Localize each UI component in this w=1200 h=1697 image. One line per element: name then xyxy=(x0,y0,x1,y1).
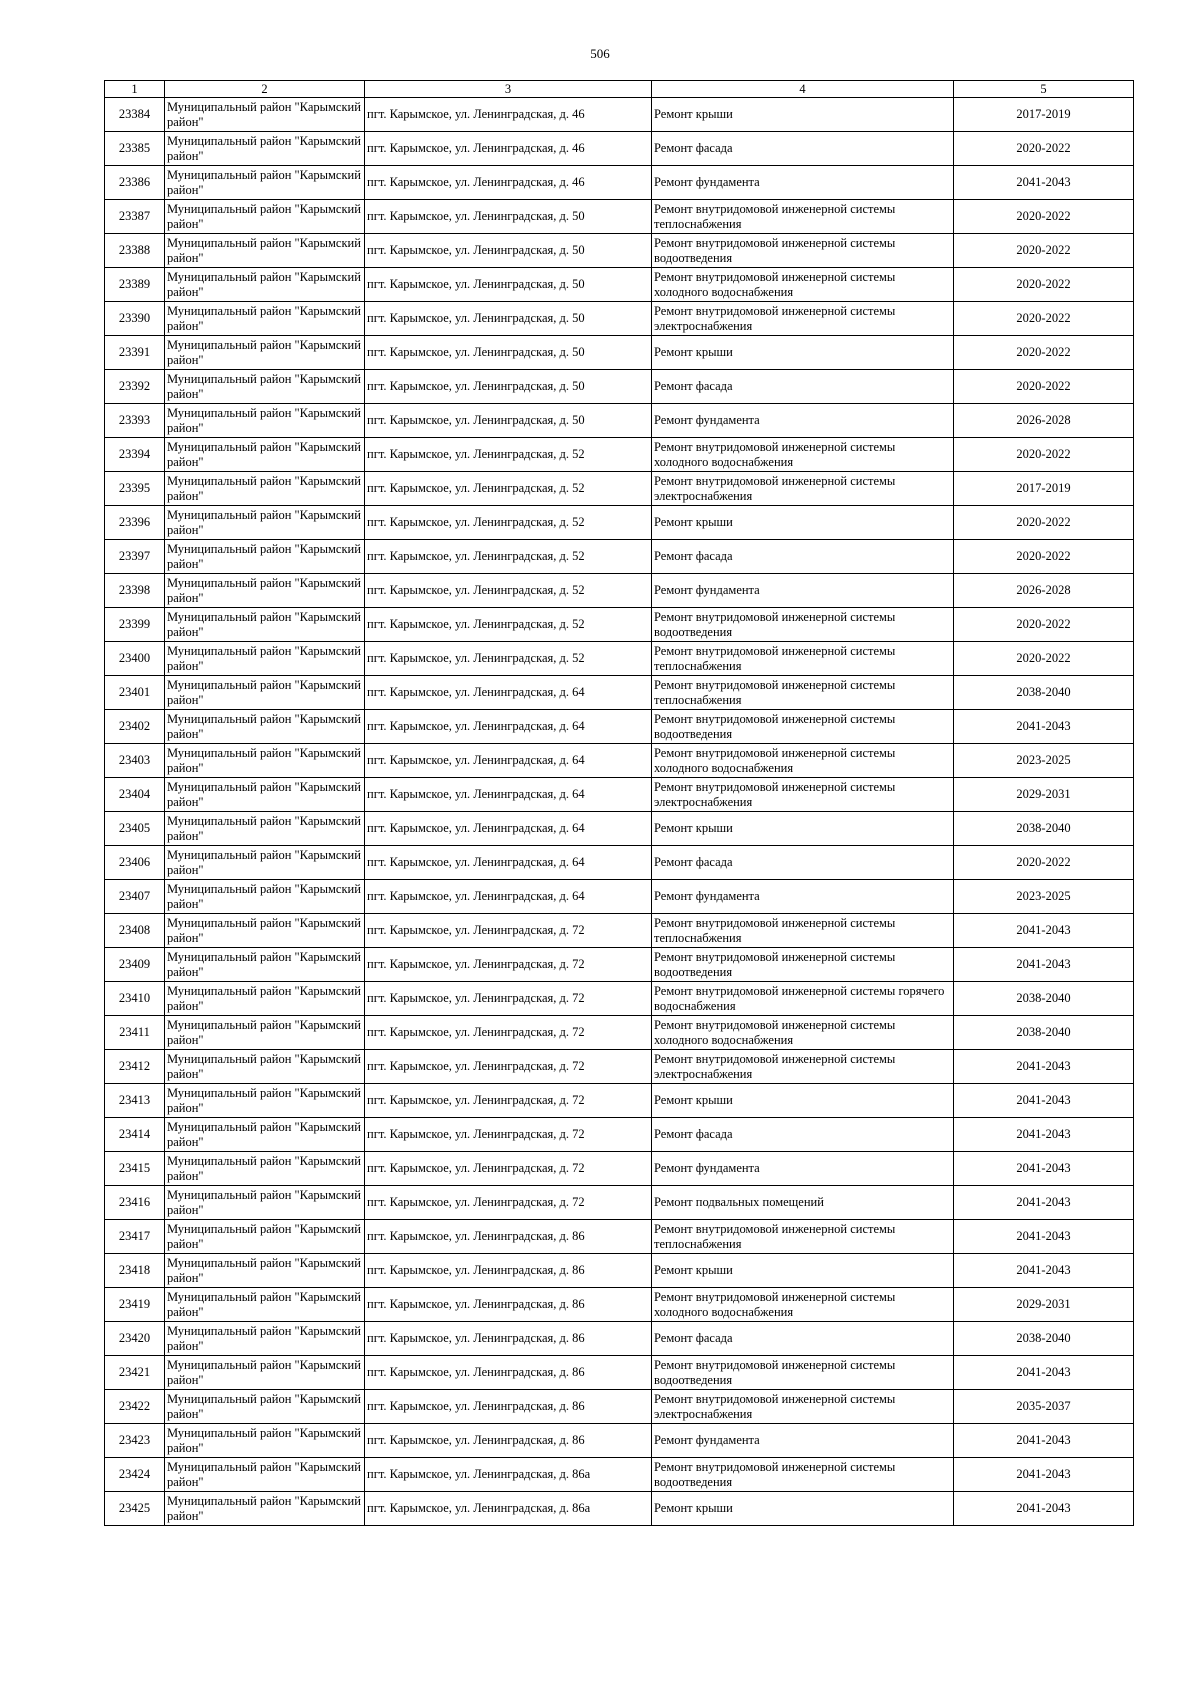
municipality-cell: Муниципальный район "Карымский район" xyxy=(165,1288,365,1322)
municipality-cell: Муниципальный район "Карымский район" xyxy=(165,1050,365,1084)
row-number-cell: 23424 xyxy=(105,1458,165,1492)
row-number-cell: 23421 xyxy=(105,1356,165,1390)
work-type-cell: Ремонт крыши xyxy=(652,1084,954,1118)
municipality-cell: Муниципальный район "Карымский район" xyxy=(165,1254,365,1288)
work-type-cell: Ремонт внутридомовой инженерной системы водоотведения xyxy=(652,948,954,982)
row-number-cell: 23422 xyxy=(105,1390,165,1424)
row-number-cell: 23417 xyxy=(105,1220,165,1254)
table-row xyxy=(105,1152,1134,1186)
row-number-cell: 23387 xyxy=(105,200,165,234)
table-row xyxy=(105,778,1134,812)
work-type-cell: Ремонт внутридомовой инженерной системы теплоснабжения xyxy=(652,914,954,948)
address-cell: пгт. Карымское, ул. Ленинградская, д. 72 xyxy=(365,1118,652,1152)
table-row xyxy=(105,642,1134,676)
address-cell: пгт. Карымское, ул. Ленинградская, д. 52 xyxy=(365,540,652,574)
row-number-cell: 23390 xyxy=(105,302,165,336)
period-cell: 2020-2022 xyxy=(954,438,1134,472)
period-cell: 2017-2019 xyxy=(954,472,1134,506)
row-number-cell: 23384 xyxy=(105,98,165,132)
period-cell: 2020-2022 xyxy=(954,642,1134,676)
column-header-5: 5 xyxy=(954,81,1134,98)
page-number: 506 xyxy=(590,46,610,61)
municipality-cell: Муниципальный район "Карымский район" xyxy=(165,472,365,506)
work-type-cell: Ремонт фундамента xyxy=(652,880,954,914)
row-number-cell: 23415 xyxy=(105,1152,165,1186)
municipality-cell: Муниципальный район "Карымский район" xyxy=(165,982,365,1016)
table-row xyxy=(105,472,1134,506)
period-cell: 2041-2043 xyxy=(954,1084,1134,1118)
row-number-cell: 23400 xyxy=(105,642,165,676)
period-cell: 2041-2043 xyxy=(954,1492,1134,1526)
work-type-cell: Ремонт крыши xyxy=(652,812,954,846)
work-type-cell: Ремонт фундамента xyxy=(652,574,954,608)
work-type-cell: Ремонт фасада xyxy=(652,1118,954,1152)
work-type-cell: Ремонт фасада xyxy=(652,540,954,574)
work-type-cell: Ремонт внутридомовой инженерной системы теплоснабжения xyxy=(652,676,954,710)
table-row xyxy=(105,1050,1134,1084)
row-number-cell: 23388 xyxy=(105,234,165,268)
work-type-cell: Ремонт внутридомовой инженерной системы холодного водоснабжения xyxy=(652,268,954,302)
period-cell: 2020-2022 xyxy=(954,268,1134,302)
period-cell: 2041-2043 xyxy=(954,1458,1134,1492)
period-cell: 2029-2031 xyxy=(954,778,1134,812)
address-cell: пгт. Карымское, ул. Ленинградская, д. 72 xyxy=(365,1186,652,1220)
table-row xyxy=(105,1186,1134,1220)
period-cell: 2038-2040 xyxy=(954,1322,1134,1356)
work-type-cell: Ремонт крыши xyxy=(652,506,954,540)
municipality-cell: Муниципальный район "Карымский район" xyxy=(165,1492,365,1526)
row-number-cell: 23407 xyxy=(105,880,165,914)
row-number-cell: 23411 xyxy=(105,1016,165,1050)
work-type-cell: Ремонт крыши xyxy=(652,1254,954,1288)
address-cell: пгт. Карымское, ул. Ленинградская, д. 72 xyxy=(365,1152,652,1186)
work-type-cell: Ремонт внутридомовой инженерной системы водоотведения xyxy=(652,710,954,744)
table-row xyxy=(105,302,1134,336)
table-row xyxy=(105,438,1134,472)
address-cell: пгт. Карымское, ул. Ленинградская, д. 72 xyxy=(365,1084,652,1118)
municipality-cell: Муниципальный район "Карымский район" xyxy=(165,1016,365,1050)
municipality-cell: Муниципальный район "Карымский район" xyxy=(165,370,365,404)
period-cell: 2041-2043 xyxy=(954,1356,1134,1390)
work-type-cell: Ремонт внутридомовой инженерной системы холодного водоснабжения xyxy=(652,438,954,472)
work-type-cell: Ремонт внутридомовой инженерной системы электроснабжения xyxy=(652,1390,954,1424)
address-cell: пгт. Карымское, ул. Ленинградская, д. 72 xyxy=(365,982,652,1016)
municipality-cell: Муниципальный район "Карымский район" xyxy=(165,1356,365,1390)
table-row xyxy=(105,166,1134,200)
table-row xyxy=(105,676,1134,710)
municipality-cell: Муниципальный район "Карымский район" xyxy=(165,200,365,234)
row-number-cell: 23385 xyxy=(105,132,165,166)
address-cell: пгт. Карымское, ул. Ленинградская, д. 64 xyxy=(365,846,652,880)
table-row xyxy=(105,1390,1134,1424)
address-cell: пгт. Карымское, ул. Ленинградская, д. 50 xyxy=(365,200,652,234)
table-row xyxy=(105,404,1134,438)
period-cell: 2041-2043 xyxy=(954,914,1134,948)
address-cell: пгт. Карымское, ул. Ленинградская, д. 50 xyxy=(365,404,652,438)
period-cell: 2041-2043 xyxy=(954,1424,1134,1458)
table-row xyxy=(105,710,1134,744)
header-row xyxy=(105,81,1134,98)
period-cell: 2020-2022 xyxy=(954,540,1134,574)
address-cell: пгт. Карымское, ул. Ленинградская, д. 46 xyxy=(365,98,652,132)
row-number-cell: 23397 xyxy=(105,540,165,574)
address-cell: пгт. Карымское, ул. Ленинградская, д. 64 xyxy=(365,744,652,778)
table-row xyxy=(105,1220,1134,1254)
municipality-cell: Муниципальный район "Карымский район" xyxy=(165,914,365,948)
municipality-cell: Муниципальный район "Карымский район" xyxy=(165,1390,365,1424)
row-number-cell: 23402 xyxy=(105,710,165,744)
period-cell: 2026-2028 xyxy=(954,574,1134,608)
work-type-cell: Ремонт фасада xyxy=(652,370,954,404)
municipality-cell: Муниципальный район "Карымский район" xyxy=(165,268,365,302)
period-cell: 2038-2040 xyxy=(954,676,1134,710)
municipality-cell: Муниципальный район "Карымский район" xyxy=(165,710,365,744)
municipality-cell: Муниципальный район "Карымский район" xyxy=(165,880,365,914)
address-cell: пгт. Карымское, ул. Ленинградская, д. 86а xyxy=(365,1458,652,1492)
work-type-cell: Ремонт внутридомовой инженерной системы водоотведения xyxy=(652,234,954,268)
work-type-cell: Ремонт фундамента xyxy=(652,1424,954,1458)
table-row xyxy=(105,812,1134,846)
row-number-cell: 23396 xyxy=(105,506,165,540)
municipality-cell: Муниципальный район "Карымский район" xyxy=(165,404,365,438)
period-cell: 2041-2043 xyxy=(954,1220,1134,1254)
row-number-cell: 23412 xyxy=(105,1050,165,1084)
period-cell: 2026-2028 xyxy=(954,404,1134,438)
period-cell: 2020-2022 xyxy=(954,302,1134,336)
municipality-cell: Муниципальный район "Карымский район" xyxy=(165,98,365,132)
row-number-cell: 23408 xyxy=(105,914,165,948)
work-type-cell: Ремонт внутридомовой инженерной системы электроснабжения xyxy=(652,778,954,812)
table-row xyxy=(105,506,1134,540)
address-cell: пгт. Карымское, ул. Ленинградская, д. 52 xyxy=(365,472,652,506)
period-cell: 2041-2043 xyxy=(954,1118,1134,1152)
column-header-1: 1 xyxy=(105,81,165,98)
municipality-cell: Муниципальный район "Карымский район" xyxy=(165,846,365,880)
table-row xyxy=(105,608,1134,642)
table-body xyxy=(105,98,1134,1526)
row-number-cell: 23416 xyxy=(105,1186,165,1220)
row-number-cell: 23394 xyxy=(105,438,165,472)
municipality-cell: Муниципальный район "Карымский район" xyxy=(165,540,365,574)
period-cell: 2020-2022 xyxy=(954,608,1134,642)
period-cell: 2023-2025 xyxy=(954,880,1134,914)
address-cell: пгт. Карымское, ул. Ленинградская, д. 86 xyxy=(365,1254,652,1288)
table-row xyxy=(105,1322,1134,1356)
row-number-cell: 23404 xyxy=(105,778,165,812)
address-cell: пгт. Карымское, ул. Ленинградская, д. 50 xyxy=(365,370,652,404)
period-cell: 2041-2043 xyxy=(954,1254,1134,1288)
municipality-cell: Муниципальный район "Карымский район" xyxy=(165,778,365,812)
municipality-cell: Муниципальный район "Карымский район" xyxy=(165,744,365,778)
work-type-cell: Ремонт внутридомовой инженерной системы теплоснабжения xyxy=(652,1220,954,1254)
table-row xyxy=(105,268,1134,302)
municipality-cell: Муниципальный район "Карымский район" xyxy=(165,1118,365,1152)
table-row xyxy=(105,982,1134,1016)
row-number-cell: 23410 xyxy=(105,982,165,1016)
row-number-cell: 23386 xyxy=(105,166,165,200)
municipality-cell: Муниципальный район "Карымский район" xyxy=(165,438,365,472)
column-header-3: 3 xyxy=(365,81,652,98)
work-type-cell: Ремонт фасада xyxy=(652,132,954,166)
work-type-cell: Ремонт фундамента xyxy=(652,1152,954,1186)
period-cell: 2020-2022 xyxy=(954,370,1134,404)
table-row xyxy=(105,846,1134,880)
work-type-cell: Ремонт фундамента xyxy=(652,166,954,200)
row-number-cell: 23406 xyxy=(105,846,165,880)
row-number-cell: 23403 xyxy=(105,744,165,778)
municipality-cell: Муниципальный район "Карымский район" xyxy=(165,642,365,676)
row-number-cell: 23420 xyxy=(105,1322,165,1356)
work-type-cell: Ремонт внутридомовой инженерной системы водоотведения xyxy=(652,1458,954,1492)
work-type-cell: Ремонт фасада xyxy=(652,1322,954,1356)
work-type-cell: Ремонт крыши xyxy=(652,98,954,132)
work-type-cell: Ремонт внутридомовой инженерной системы теплоснабжения xyxy=(652,642,954,676)
table-row xyxy=(105,1458,1134,1492)
table-row xyxy=(105,1084,1134,1118)
table-row xyxy=(105,914,1134,948)
address-cell: пгт. Карымское, ул. Ленинградская, д. 72 xyxy=(365,1016,652,1050)
table-row xyxy=(105,1016,1134,1050)
work-type-cell: Ремонт фасада xyxy=(652,846,954,880)
period-cell: 2020-2022 xyxy=(954,132,1134,166)
period-cell: 2020-2022 xyxy=(954,336,1134,370)
period-cell: 2038-2040 xyxy=(954,982,1134,1016)
table-row xyxy=(105,1254,1134,1288)
period-cell: 2041-2043 xyxy=(954,948,1134,982)
address-cell: пгт. Карымское, ул. Ленинградская, д. 86 xyxy=(365,1356,652,1390)
municipality-cell: Муниципальный район "Карымский район" xyxy=(165,132,365,166)
municipality-cell: Муниципальный район "Карымский район" xyxy=(165,506,365,540)
column-header-4: 4 xyxy=(652,81,954,98)
table-row xyxy=(105,880,1134,914)
address-cell: пгт. Карымское, ул. Ленинградская, д. 50 xyxy=(365,268,652,302)
period-cell: 2041-2043 xyxy=(954,710,1134,744)
address-cell: пгт. Карымское, ул. Ленинградская, д. 52 xyxy=(365,506,652,540)
work-type-cell: Ремонт внутридомовой инженерной системы холодного водоснабжения xyxy=(652,744,954,778)
table-row xyxy=(105,1288,1134,1322)
row-number-cell: 23418 xyxy=(105,1254,165,1288)
row-number-cell: 23389 xyxy=(105,268,165,302)
address-cell: пгт. Карымское, ул. Ленинградская, д. 64 xyxy=(365,880,652,914)
table-row xyxy=(105,540,1134,574)
period-cell: 2038-2040 xyxy=(954,1016,1134,1050)
table-row xyxy=(105,234,1134,268)
municipality-cell: Муниципальный район "Карымский район" xyxy=(165,302,365,336)
address-cell: пгт. Карымское, ул. Ленинградская, д. 86а xyxy=(365,1492,652,1526)
row-number-cell: 23392 xyxy=(105,370,165,404)
municipality-cell: Муниципальный район "Карымский район" xyxy=(165,1322,365,1356)
row-number-cell: 23398 xyxy=(105,574,165,608)
table-row xyxy=(105,948,1134,982)
period-cell: 2023-2025 xyxy=(954,744,1134,778)
work-type-cell: Ремонт фундамента xyxy=(652,404,954,438)
address-cell: пгт. Карымское, ул. Ленинградская, д. 64 xyxy=(365,710,652,744)
table-row xyxy=(105,574,1134,608)
municipality-cell: Муниципальный район "Карымский район" xyxy=(165,1084,365,1118)
address-cell: пгт. Карымское, ул. Ленинградская, д. 50 xyxy=(365,336,652,370)
municipality-cell: Муниципальный район "Карымский район" xyxy=(165,1186,365,1220)
address-cell: пгт. Карымское, ул. Ленинградская, д. 52 xyxy=(365,608,652,642)
table-row xyxy=(105,1424,1134,1458)
period-cell: 2020-2022 xyxy=(954,506,1134,540)
address-cell: пгт. Карымское, ул. Ленинградская, д. 64 xyxy=(365,778,652,812)
period-cell: 2041-2043 xyxy=(954,166,1134,200)
row-number-cell: 23401 xyxy=(105,676,165,710)
row-number-cell: 23414 xyxy=(105,1118,165,1152)
table-row xyxy=(105,744,1134,778)
address-cell: пгт. Карымское, ул. Ленинградская, д. 86 xyxy=(365,1220,652,1254)
period-cell: 2041-2043 xyxy=(954,1186,1134,1220)
row-number-cell: 23423 xyxy=(105,1424,165,1458)
municipality-cell: Муниципальный район "Карымский район" xyxy=(165,336,365,370)
row-number-cell: 23399 xyxy=(105,608,165,642)
municipality-cell: Муниципальный район "Карымский район" xyxy=(165,574,365,608)
table-row xyxy=(105,1492,1134,1526)
period-cell: 2020-2022 xyxy=(954,234,1134,268)
work-type-cell: Ремонт внутридомовой инженерной системы холодного водоснабжения xyxy=(652,1016,954,1050)
municipality-cell: Муниципальный район "Карымский район" xyxy=(165,1152,365,1186)
municipality-cell: Муниципальный район "Карымский район" xyxy=(165,166,365,200)
address-cell: пгт. Карымское, ул. Ленинградская, д. 86 xyxy=(365,1424,652,1458)
period-cell: 2038-2040 xyxy=(954,812,1134,846)
work-type-cell: Ремонт внутридомовой инженерной системы электроснабжения xyxy=(652,302,954,336)
row-number-cell: 23405 xyxy=(105,812,165,846)
work-type-cell: Ремонт внутридомовой инженерной системы электроснабжения xyxy=(652,1050,954,1084)
work-type-cell: Ремонт крыши xyxy=(652,1492,954,1526)
row-number-cell: 23393 xyxy=(105,404,165,438)
address-cell: пгт. Карымское, ул. Ленинградская, д. 86 xyxy=(365,1288,652,1322)
table-row xyxy=(105,132,1134,166)
address-cell: пгт. Карымское, ул. Ленинградская, д. 64 xyxy=(365,676,652,710)
address-cell: пгт. Карымское, ул. Ленинградская, д. 72 xyxy=(365,914,652,948)
address-cell: пгт. Карымское, ул. Ленинградская, д. 86 xyxy=(365,1322,652,1356)
municipality-cell: Муниципальный район "Карымский район" xyxy=(165,676,365,710)
work-type-cell: Ремонт внутридомовой инженерной системы горячего водоснабжения xyxy=(652,982,954,1016)
address-cell: пгт. Карымское, ул. Ленинградская, д. 46 xyxy=(365,132,652,166)
period-cell: 2029-2031 xyxy=(954,1288,1134,1322)
table-row xyxy=(105,98,1134,132)
table-row xyxy=(105,200,1134,234)
period-cell: 2020-2022 xyxy=(954,200,1134,234)
address-cell: пгт. Карымское, ул. Ленинградская, д. 50 xyxy=(365,234,652,268)
table-row xyxy=(105,370,1134,404)
row-number-cell: 23409 xyxy=(105,948,165,982)
column-header-2: 2 xyxy=(165,81,365,98)
work-type-cell: Ремонт внутридомовой инженерной системы водоотведения xyxy=(652,1356,954,1390)
address-cell: пгт. Карымское, ул. Ленинградская, д. 52 xyxy=(365,574,652,608)
address-cell: пгт. Карымское, ул. Ленинградская, д. 86 xyxy=(365,1390,652,1424)
work-type-cell: Ремонт внутридомовой инженерной системы холодного водоснабжения xyxy=(652,1288,954,1322)
municipality-cell: Муниципальный район "Карымский район" xyxy=(165,1220,365,1254)
municipality-cell: Муниципальный район "Карымский район" xyxy=(165,812,365,846)
row-number-cell: 23395 xyxy=(105,472,165,506)
address-cell: пгт. Карымское, ул. Ленинградская, д. 52 xyxy=(365,438,652,472)
municipality-cell: Муниципальный район "Карымский район" xyxy=(165,234,365,268)
period-cell: 2020-2022 xyxy=(954,846,1134,880)
row-number-cell: 23425 xyxy=(105,1492,165,1526)
row-number-cell: 23419 xyxy=(105,1288,165,1322)
address-cell: пгт. Карымское, ул. Ленинградская, д. 72 xyxy=(365,948,652,982)
row-number-cell: 23391 xyxy=(105,336,165,370)
table-row xyxy=(105,336,1134,370)
address-cell: пгт. Карымское, ул. Ленинградская, д. 64 xyxy=(365,812,652,846)
period-cell: 2041-2043 xyxy=(954,1152,1134,1186)
work-type-cell: Ремонт внутридомовой инженерной системы водоотведения xyxy=(652,608,954,642)
municipality-cell: Муниципальный район "Карымский район" xyxy=(165,608,365,642)
address-cell: пгт. Карымское, ул. Ленинградская, д. 52 xyxy=(365,642,652,676)
period-cell: 2041-2043 xyxy=(954,1050,1134,1084)
table-row xyxy=(105,1118,1134,1152)
period-cell: 2017-2019 xyxy=(954,98,1134,132)
work-type-cell: Ремонт крыши xyxy=(652,336,954,370)
repair-schedule-table xyxy=(104,80,1134,1526)
table-row xyxy=(105,1356,1134,1390)
work-type-cell: Ремонт внутридомовой инженерной системы электроснабжения xyxy=(652,472,954,506)
work-type-cell: Ремонт внутридомовой инженерной системы теплоснабжения xyxy=(652,200,954,234)
municipality-cell: Муниципальный район "Карымский район" xyxy=(165,948,365,982)
municipality-cell: Муниципальный район "Карымский район" xyxy=(165,1424,365,1458)
address-cell: пгт. Карымское, ул. Ленинградская, д. 72 xyxy=(365,1050,652,1084)
municipality-cell: Муниципальный район "Карымский район" xyxy=(165,1458,365,1492)
row-number-cell: 23413 xyxy=(105,1084,165,1118)
period-cell: 2035-2037 xyxy=(954,1390,1134,1424)
work-type-cell: Ремонт подвальных помещений xyxy=(652,1186,954,1220)
address-cell: пгт. Карымское, ул. Ленинградская, д. 46 xyxy=(365,166,652,200)
address-cell: пгт. Карымское, ул. Ленинградская, д. 50 xyxy=(365,302,652,336)
